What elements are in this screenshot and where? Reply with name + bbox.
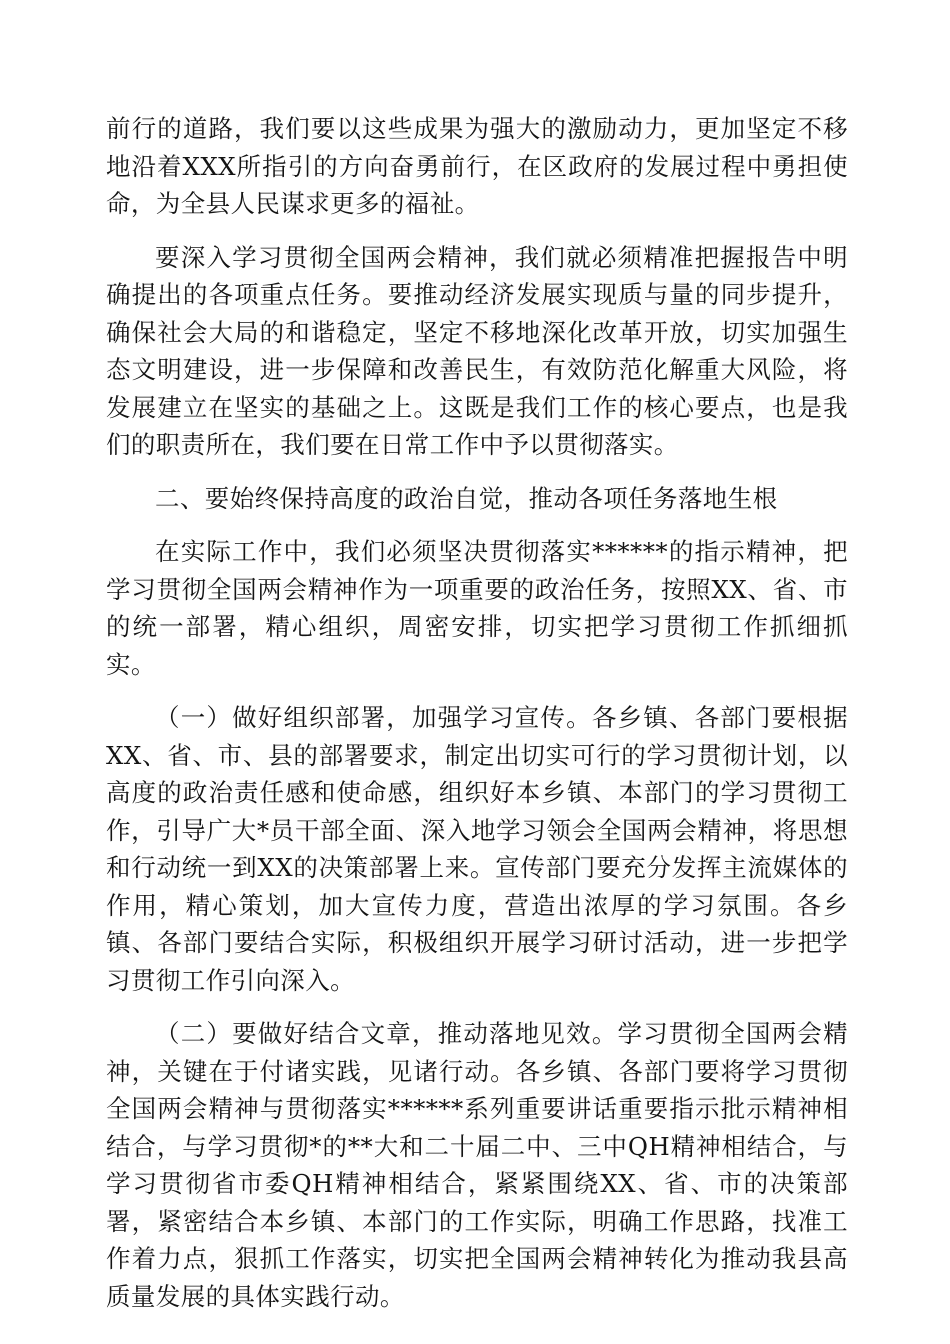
paragraph-item-one: （一）做好组织部署，加强学习宣传。各乡镇、各部门要根据XX、省、市、县的部署要求，制定出切实可行的学习贯彻计划，以高度的政治责任感和使命感，组织好本乡镇、本部门的学习贯彻工作，引导广大*员干部全面、深入地学习领会全国两会精神，将思想和行动统一到XX的决策部署上来。宣传部门要充分发挥主流媒体的作用，精心策划，加大宣传力度，营造出浓厚的学习氛围。各乡镇、各部门要结合实际，积极组织开展学习研讨活动，进一步把学习贯彻工作引向深入。 [106,703,848,995]
paragraph-item-two: （二）要做好结合文章，推动落地见效。学习贯彻全国两会精神，关键在于付诸实践，见诸行动。各乡镇、各部门要将学习贯彻全国两会精神与贯彻落实******系列重要讲话重要指示批示精神相结合，与学习贯彻*的**大和二十届二中、三中QH精神相结合，与学习贯彻省市委QH精神相结合，紧紧围绕XX、省、市的决策部署，紧密结合本乡镇、本部门的工作实际，明确工作思路，找准工作着力点，狠抓工作落实，切实把全国两会精神转化为推动我县高质量发展的具体实践行动。 [106,1019,848,1311]
paragraph-political-task: 在实际工作中，我们必须坚决贯彻落实******的指示精神，把学习贯彻全国两会精神作为一项重要的政治任务，按照XX、省、市的统一部署，精心组织，周密安排，切实把学习贯彻工作抓细抓实。 [106,537,848,679]
document-body [106,110,848,1315]
paragraph-key-tasks: 要深入学习贯彻全国两会精神，我们就必须精准把握报告中明确提出的各项重点任务。要推动经济发展实现质与量的同步提升，确保社会大局的和谐稳定，坚定不移地深化改革开放，切实加强生态文明建设，进一步保障和改善民生，有效防范化解重大风险，将发展建立在坚实的基础之上。这既是我们工作的核心要点，也是我们的职责所在，我们要在日常工作中予以贯彻落实。 [106,242,848,459]
paragraph-continued: 前行的道路，我们要以这些成果为强大的激励动力，更加坚定不移地沿着XXX所指引的方向奋勇前行，在区政府的发展过程中勇担使命，为全县人民谋求更多的福祉。 [106,114,848,218]
section-heading-two: 二、要始终保持高度的政治自觉，推动各项任务落地生根 [155,483,778,513]
